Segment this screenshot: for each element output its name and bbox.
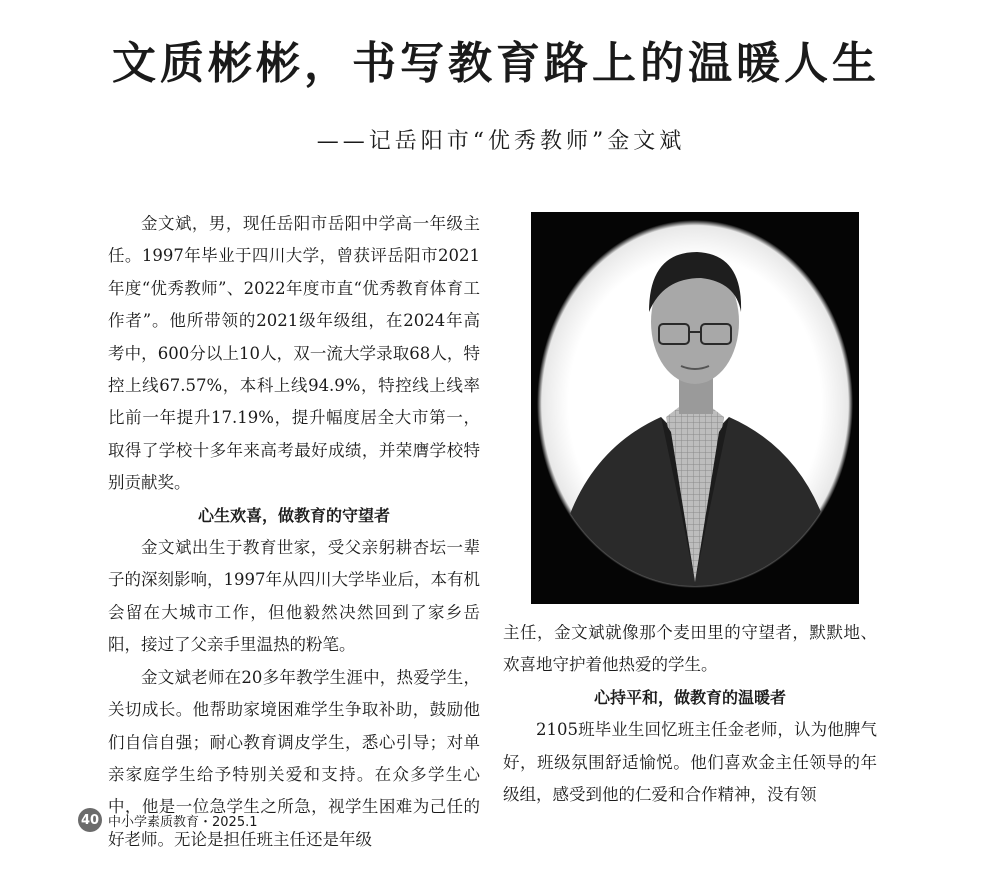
body-paragraph-3: 金文斌老师在20多年教学生涯中，热爱学生，关切成长。他帮助家境困难学生争取补助，鼓励他们自信自强；耐心教育调皮学生，悉心引导；对单亲家庭学生给予特别关爱和支持。在众多学生心中，他是一位急学生之所急，视学生困难为己任的好老师。无论是担任班主任还是年级 [108,667,480,849]
page-number: 40 [78,808,102,832]
article-subtitle: ——记岳阳市“优秀教师”金文斌 [316,129,686,154]
publication-info: 中小学素质教育・2025.1 [108,814,258,830]
intro-paragraph: 金文斌，男，现任岳阳市岳阳中学高一年级主任。1997年毕业于四川大学，曾获评岳阳市2021年度“优秀教师”、2022年度市直“优秀教育体育工作者”。他所带领的2021级年级组，在2024年高考中，600分以上10人，双一流大学录取68人，特控上线67.57%，本科上线94.9%，特控线上线率比前一年提升17.19%，提升幅度居全大市第一，取得了学校十多年来高考最好成绩，并荣膺学校特别贡献奖。 [108,214,480,493]
page-footer [78,806,258,834]
body-paragraph-2: 金文斌出生于教育世家，受父亲躬耕杏坛一辈子的深刻影响，1997年从四川大学毕业后，本有机会留在大城市工作，但他毅然决然回到了家乡岳阳，接过了父亲手里温热的粉笔。 [108,538,480,655]
portrait-photo [531,212,859,604]
article-title: 文质彬彬，书写教育路上的温暖人生 [112,38,880,89]
left-column [108,208,480,856]
section-heading-2: 心持平和，做教育的温暖者 [593,687,786,707]
body-paragraph-4: 2105班毕业生回忆班主任金老师，认为他脾气好，班级氛围舒适愉悦。他们喜欢金主任领导的年级组，感受到他的仁爱和合作精神，没有领 [503,720,877,805]
body-paragraph-continued: 主任，金文斌就像那个麦田里的守望者，默默地、欢喜地守护着他热爱的学生。 [503,623,877,675]
portrait-illustration [531,212,859,604]
section-heading-1: 心生欢喜，做教育的守望者 [197,505,390,525]
right-column [503,617,877,811]
